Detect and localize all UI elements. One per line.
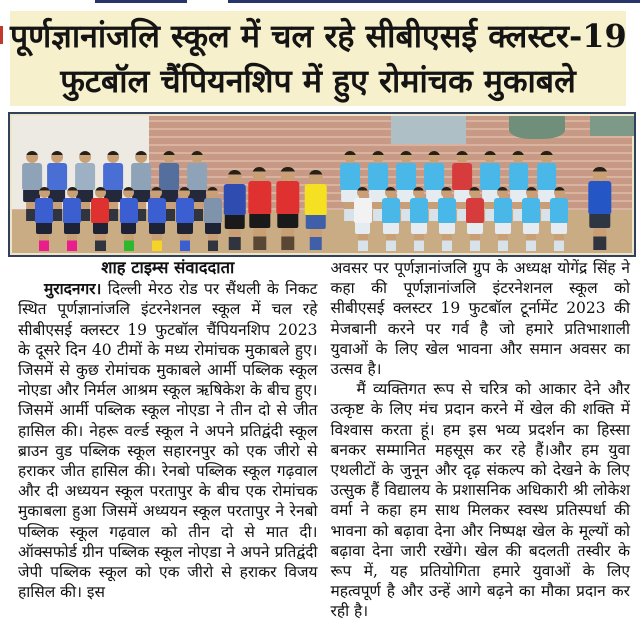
person-figure — [91, 187, 109, 251]
person-figure — [305, 170, 328, 250]
person-figure — [35, 187, 53, 251]
person-figure — [522, 187, 540, 251]
person-figure — [63, 187, 81, 251]
person-figure — [276, 167, 299, 250]
person-figure — [588, 167, 611, 250]
person-figure — [223, 170, 246, 250]
headline-line-2: फुटबॉल चैंपियनशिप में हुए रोमांचक मुकाबले — [60, 61, 576, 100]
person-figure — [550, 187, 568, 251]
photo-grey-patch — [391, 116, 466, 144]
lead-paragraph-text: दिल्ली मेरठ रोड पर सैंथली के निकट स्थित पूर्णज्ञानांजलि इंटरनेशनल स्कूल में चल रहे सीबीएसई क्लस्टर 19 फुटबॉल चैंपियनशिप 2023 के दूसरे दिन 40 टीमों के मध्य रोमांचक मुकाबले हुए। जिसमें से कुछ रोमांचक मुकाबले आर्मी पब्लिक स्कूल नोएडा और निर्मल आश्रम स्कूल ऋषिकेश के बीच हुए। जिसमें आर्मी पब्लिक स्कूल नोएडा ने तीन दो से जीत हासिल की। नेहरू वर्ल्ड स्कूल ने अपने प्रतिद्वंदी स्कूल ब्राउन वुड पब्लिक स्कूल सहारनपुर को एक जीरो से हराकर जीत हासिल की। रेनबो पब्लिक स्कूल गढ़वाल और दी अध्ययन स्कूल परतापुर के बीच एक रोमांचक मुकाबला हुआ जिसमें अध्ययन स्कूल परतापुर ने रेनबो पब्लिक स्कूल गढ़वाल को तीन दो से मात दी। ऑक्सफोर्ड ग्रीन पब्लिक स्कूल नोएडा ने अपने प्रतिद्वंदी जेपी पब्लिक स्कूल को एक जीरो से हराकर विजय हासिल की। इस — [18, 280, 318, 602]
person-figure — [176, 187, 194, 251]
headline-line-1: पूर्णज्ञानांजलि स्कूल में चल रहे सीबीएसई क्लस्टर-19 — [10, 16, 627, 55]
team-photo — [8, 112, 636, 257]
article-column-left — [18, 258, 318, 602]
person-figure — [382, 187, 400, 251]
person-figure — [148, 187, 166, 251]
left-edge-red-mark — [0, 26, 3, 44]
paragraph-quote-1: अवसर पर पूर्णज्ञानांजलि ग्रुप के अध्यक्ष योगेंद्र सिंह ने कहा की पूर्णज्ञानांजलि इंटरनेशनल स्कूल को सीबीएसई क्लस्टर 19 फुटबॉल टूर्नामेंट 2023 की मेजबानी करने पर गर्व है जो हमारे प्रतिभाशाली युवाओं के लिए खेल भावना और समान अवसर का उत्सव है। — [330, 259, 630, 379]
photo-tree-patch — [590, 116, 634, 136]
person-figure — [120, 187, 138, 251]
person-figure — [354, 187, 372, 251]
top-trim-rule — [228, 0, 640, 3]
byline: शाह टाइम्स संवाददाता — [101, 258, 235, 277]
person-figure — [494, 187, 512, 251]
article-column-right — [330, 258, 631, 621]
paragraph-quote-2: मैं व्यक्तिगत रूप से चरित्र को आकार देने और उत्कृष्ट के लिए मंच प्रदान करने में खेल की शक्ति में विश्वास करता हूं। हम इस भव्य प्रदर्शन का हिस्सा बनकर सम्मानित महसूस कर रहे हैं।और हम युवा एथलीटों के जुनून और दृढ़ संकल्प को देखने के लिए उत्सुक हैं विद्यालय के प्रशासनिक अधिकारी श्री लोकेश वर्मा ने कहा हम साथ मिलकर स्वस्थ प्रतिस्पर्धा की भावना को बढ़ावा देना और निष्पक्ष खेल के मूल्यों को बढ़ावा देना जारी रखेंगे। खेल की बदलती तस्वीर के रूप में, यह प्रतियोगिता हमारे युवाओं के लिए महत्वपूर्ण है और उन्हें आगे बढ़ने का मौका प्रदान कर रही है। — [330, 380, 630, 621]
person-figure — [248, 167, 271, 250]
article-columns — [18, 258, 630, 621]
person-figure — [438, 187, 456, 251]
headline-banner — [10, 11, 626, 106]
dateline: मुरादनगर। — [44, 279, 102, 299]
person-figure — [410, 187, 428, 251]
top-trim-rule — [95, 0, 187, 3]
person-figure — [466, 187, 484, 251]
person-figure — [204, 187, 222, 251]
photo-tree-patch — [509, 116, 565, 139]
lead-paragraph — [18, 279, 318, 602]
